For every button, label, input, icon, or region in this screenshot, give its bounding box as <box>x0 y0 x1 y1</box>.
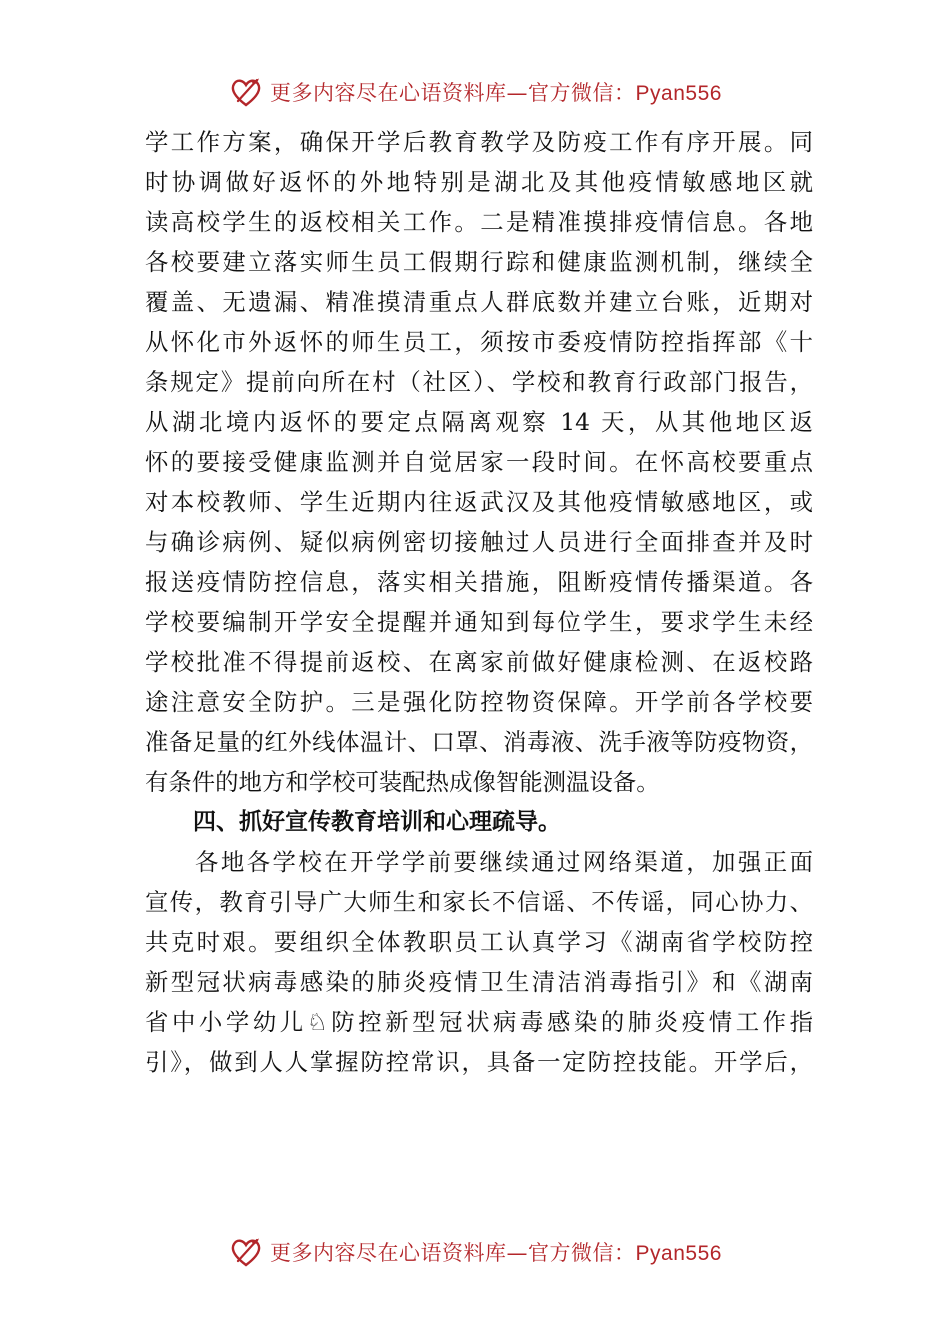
body-line: 学校批准不得提前返校、在离家前做好健康检测、在返校路 <box>145 648 813 676</box>
body-line: 有条件的地方和学校可装配热成像智能测温设备。 <box>145 768 660 796</box>
section-heading: 四、抓好宣传教育培训和心理疏导。 <box>193 809 561 835</box>
body-line: 引》，做到人人掌握防控常识，具备一定防控技能。开学后， <box>145 1048 813 1076</box>
heart-quill-logo-icon <box>228 74 264 110</box>
body-line: 学校要编制开学安全提醒并通知到每位学生，要求学生未经 <box>145 608 813 636</box>
body-line: 对本校教师、学生近期内往返武汉及其他疫情敏感地区，或 <box>145 488 813 516</box>
document-body <box>145 122 813 1082</box>
header-banner-label: 更多内容尽在心语资料库—官方微信： <box>270 81 636 105</box>
body-line: 宣传，教育引导广大师生和家长不信谣、不传谣，同心协力、 <box>145 888 813 916</box>
body-line: 新型冠状病毒感染的肺炎疫情卫生清洁消毒指引》和《湖南 <box>145 968 813 996</box>
footer-banner-label: 更多内容尽在心语资料库—官方微信： <box>270 1241 636 1265</box>
body-line: 共克时艰。要组织全体教职员工认真学习《湖南省学校防控 <box>145 928 813 956</box>
body-line: 从怀化市外返怀的师生员工，须按市委疫情防控指挥部《十 <box>145 328 813 356</box>
body-line: 从湖北境内返怀的要定点隔离观察 14 天，从其他地区返 <box>145 408 813 436</box>
body-line: 时协调做好返怀的外地特别是湖北及其他疫情敏感地区就 <box>145 168 813 196</box>
body-line: 怀的要接受健康监测并自觉居家一段时间。在怀高校要重点 <box>145 448 813 476</box>
body-line: 覆盖、无遗漏、精准摸清重点人群底数并建立台账，近期对 <box>145 288 813 316</box>
header-banner <box>0 70 950 114</box>
body-line: 学工作方案，确保开学后教育教学及防疫工作有序开展。同 <box>145 128 813 156</box>
footer-wechat-id: Pyan556 <box>635 1242 722 1265</box>
body-line: 报送疫情防控信息，落实相关措施，阻断疫情传播渠道。各 <box>145 568 813 596</box>
header-wechat-id: Pyan556 <box>635 82 722 105</box>
footer-banner-text <box>270 1237 722 1267</box>
body-line: 准备足量的红外线体温计、口罩、消毒液、洗手液等防疫物资， <box>145 728 813 756</box>
footer-banner <box>0 1230 950 1274</box>
body-line: 省中小学幼儿♘防控新型冠状病毒感染的肺炎疫情工作指 <box>145 1008 813 1036</box>
body-line: 各校要建立落实师生员工假期行踪和健康监测机制，继续全 <box>145 248 813 276</box>
heart-quill-logo-icon <box>228 1234 264 1270</box>
body-line: 途注意安全防护。三是强化防控物资保障。开学前各学校要 <box>145 688 813 716</box>
body-line: 读高校学生的返校相关工作。二是精准摸排疫情信息。各地 <box>145 208 813 236</box>
body-line: 条规定》提前向所在村（社区）、学校和教育行政部门报告， <box>145 368 813 396</box>
body-line: 与确诊病例、疑似病例密切接触过人员进行全面排查并及时 <box>145 528 813 556</box>
body-line: 各地各学校在开学学前要继续通过网络渠道，加强正面 <box>195 848 813 876</box>
header-banner-text <box>270 77 722 107</box>
